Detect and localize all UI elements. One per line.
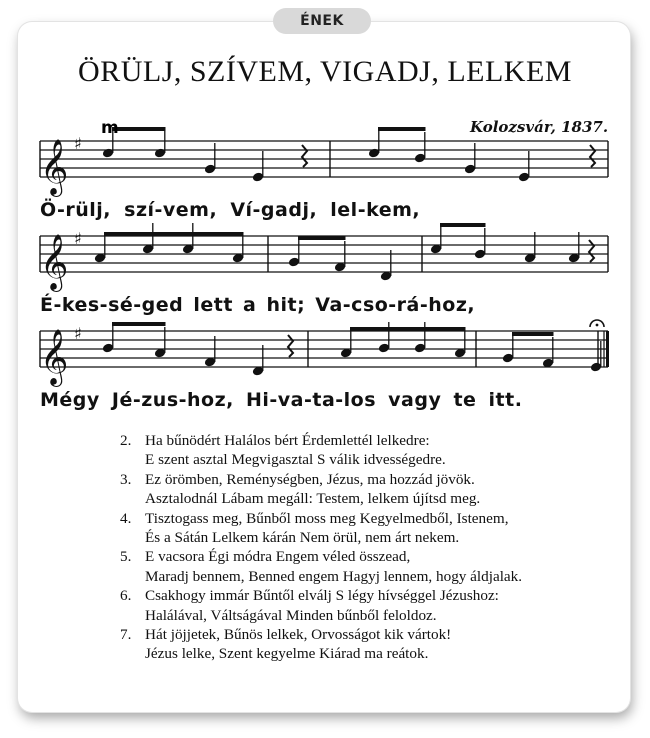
staves [40, 134, 609, 387]
verses [120, 431, 522, 664]
notes [94, 127, 603, 377]
beam [298, 236, 346, 240]
song-title: ÖRÜLJ, SZÍVEM, VIGADJ, LELKEM [78, 55, 572, 88]
lyric-line-3: Mégy Jé-zus-hoz, Hi-va-ta-los vagy te itt. [40, 389, 523, 411]
verse-7: 7. Hát jöjjetek, Bűnös lelkek, Orvosságot kik vártok! Jézus lelke, Szent kegyelme Kiárad ma reátok. [120, 626, 452, 663]
verse-5: 5. E vacsora Égi módra Engem véled összead, Maradj bennem, Benned engem Hagyj lennem, hogy áldjalak. [120, 548, 523, 585]
verse-4: 4. Tisztogass meg, Bűnből moss meg Kegyelmedből, Istenem, És a Sátán Lelkem kárán Nem örül, nem árt nekem. [120, 509, 509, 547]
beam [440, 223, 486, 227]
verse-6: 6. Csakhogy immár Bűntől elválj S légy hívséggel Jézushoz: Halálával, Váltságával Minden bűnből feloldoz. [120, 587, 499, 624]
treble-clef-icon: 𝄞 [40, 329, 69, 385]
beam [378, 127, 426, 131]
fermata-dot [596, 324, 599, 327]
section-label: ÉNEK [273, 8, 371, 34]
sharp-icon: ♯ [74, 324, 82, 343]
treble-clef-icon: 𝄞 [40, 234, 69, 290]
treble-clef-icon: 𝄞 [40, 139, 69, 195]
tempo-mark: m [101, 118, 119, 138]
beam [112, 127, 166, 131]
final-barline-thick [606, 331, 609, 367]
quarter-rest-icon [590, 145, 595, 167]
sharp-icon: ♯ [74, 229, 82, 248]
beam [350, 327, 466, 331]
lyric-line-2: É-kes-sé-ged lett a hit; Va-cso-rá-hoz, [40, 294, 476, 316]
quarter-rest-icon [302, 145, 307, 167]
quarter-rest-icon [288, 335, 293, 357]
beam [512, 332, 554, 336]
sharp-icon: ♯ [74, 134, 82, 153]
quarter-rest-icon [589, 240, 594, 262]
source-attribution: Kolozsvár, 1837. [470, 118, 609, 136]
verse-3: 3. Ez örömben, Reménységben, Jézus, ma hozzád jövök. Asztalodnál Lábam megáll: Testem, lelkem újítsd meg. [120, 470, 481, 508]
beam [104, 232, 244, 236]
lyric-line-1: Ö-rülj, szí-vem, Ví-gadj, lel-kem, [40, 199, 421, 221]
beam [112, 322, 166, 326]
verse-2: 2. Ha bűnödért Halálos bért Érdemlettél lelkedre: E szent asztal Megvigasztal S válik idvességedre. [120, 432, 446, 469]
